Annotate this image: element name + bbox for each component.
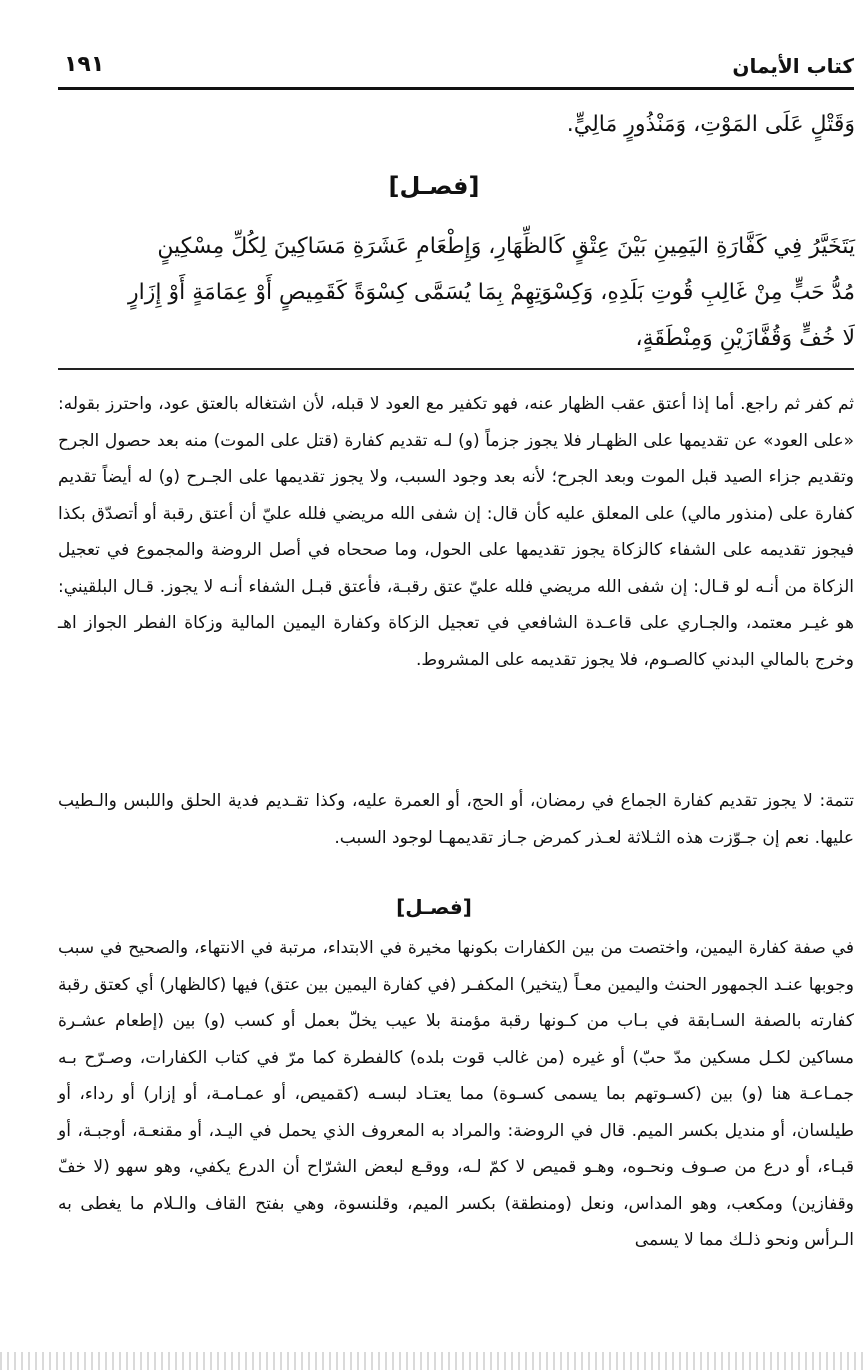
matn-commentary-divider <box>58 368 854 370</box>
commentary-section-heading: [فصـل] <box>396 895 472 919</box>
matn-line-3: لَا خُفٍّ وَقُفَّازَيْنِ وَمِنْطَقَةٍ، <box>635 326 855 351</box>
page-header <box>64 48 854 88</box>
commentary-paragraph-2 <box>58 783 854 856</box>
running-title: كتاب الأيمان <box>732 54 854 78</box>
matn-line-2: مُدُّ حَبٍّ مِنْ غَالِبِ قُوتِ بَلَدِهِ، وَكِسْوَتِهِمْ بِمَا يُسَمَّى كِسْوَةً كَقَمِيصٍ أَوْ عِمَامَةٍ أَوْ إِزَارٍ <box>128 280 855 305</box>
matn-line-0: وَقَتْلٍ عَلَى المَوْتِ، وَمَنْذُورٍ مَالِيٍّ. <box>566 112 855 137</box>
page-number: ١٩١ <box>64 52 105 77</box>
header-rule <box>58 87 854 90</box>
commentary-text-3: في صفة كفارة اليمين، واختصت من بين الكفارات بكونها مخيرة في الابتداء، مرتبة في الانتهاء، والصحيح في سبب وجوبها عنـد الجمهور الحنث واليمين معـاً (يتخير) المكفـر (في كفارة اليمين بين عتق) فيها (كالظهار) أي كعتق رقبة كفارته بالصفة السـابقة في بـاب من كـونها رقبة مؤمنة بلا عيب يخلّ بعمل أو كسب (و) بين (إطعام عشـرة مساكين لكـل مسكين مدّ حبّ) أو غيره (من غالب قوت بلده) كالفطرة كما مرّ في كتاب الكفارات، وصـرّح بـه جمـاعـة هنا (و) بين (كسـوتهم بما يسمى كسـوة) مما يعتـاد لبسـه (كقميص، أو عمـامـة، أو إزار) أو رداء، أو طيلسان، أو منديل بكسر الميم. قال في الروضة: والمراد به المعروف الذي يحمل في اليـد، أو مقنعـة، أوجبـة، أو قبـاء، أو درع من صـوف ونحـوه، وهـو قميص لا كمّ لـه، ووقـع لبعض الشرّاح أن الدرع يكفي، وهو سهو (لا خفّ وقفازين) ومكعب، وهو المداس، ونعل (ومنطقة) بكسر الميم، وقلنسوة، وهي بفتح القاف والـلام ما يغطى به الـرأس ونحو ذلـك مما لا يسمى <box>58 938 854 1250</box>
scan-noise <box>0 1352 868 1370</box>
commentary-text-1: ثم كفر ثم راجع. أما إذا أعتق عقب الظهار عنه، فهو تكفير مع العود لا قبله، لأن اشتغاله بالعتق عود، واحترز بقوله: «على العود» عن تقديمها على الظهـار فلا يجوز جزماً (و) لـه تقديم كفارة (قتل على الموت) منه بعد حصول الجرح وتقديم جزاء الصيد قبل الموت وبعد الجرح؛ لأنه بعد وجود السبب، ولا يجوز تقديمها على الجـرح (و) له أيضاً تقديم كفارة على (منذور مالي) على المعلق عليه كأن قال: إن شفى الله مريضي فلله عليّ أن أعتق رقبة أو أتصدّق بكذا فيجوز تقديمه على الشفاء كالزكاة يجوز تقديمها على الحول، وما صححاه في أصل الروضة والمجموع في تعجيل الزكاة من أنـه لو قـال: إن شفى الله مريضي فلله عليّ عتق رقبـة، فأعتق قبـل الشفاء أنـه لا يجوز. قـال البلقيني: هو غيـر معتمد، والجـاري على قاعـدة الشافعي في تعجيل الزكاة وكفارة اليمين المالية وزكاة الفطر الجواز اهـ وخرج بالمالي البدني كالصـوم، فلا يجوز تقديمه على المشروط. <box>58 394 854 670</box>
matn-block <box>60 108 855 368</box>
commentary-paragraph-3 <box>58 930 854 1259</box>
matn-line-1: يَتَخَيَّرُ فِي كَفَّارَةِ اليَمِينِ بَيْنَ عِتْقٍ كَالظِّهَارِ، وَإِطْعَامِ عَشَرَةِ مَسَاكِينَ لِكُلِّ مِسْكِينٍ <box>157 234 855 259</box>
commentary-paragraph-1 <box>58 386 854 678</box>
matn-section-heading: [فصـل] <box>388 172 480 200</box>
commentary-text-2: تتمة: لا يجوز تقديم كفارة الجماع في رمضان، أو الحج، أو العمرة عليه، وكذا تقـديم فدية الحلق واللبس والـطيب عليها. نعم إن جـوّزت هذه الثـلاثة لعـذر كمرض جـاز تقديمهـا لوجود السبب. <box>58 791 854 848</box>
